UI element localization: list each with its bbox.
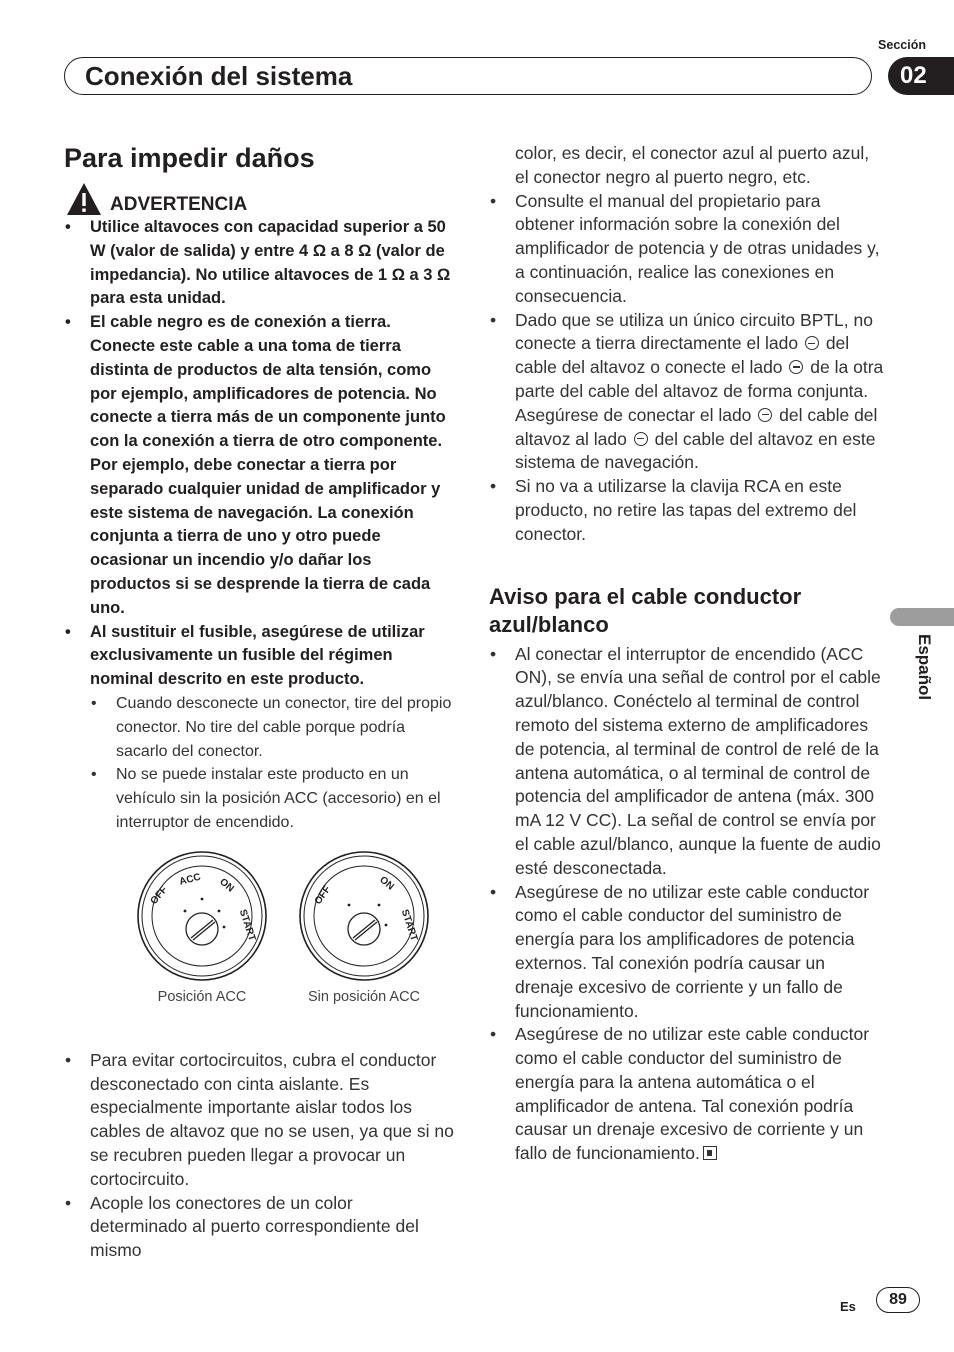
note-item: • Para evitar cortocircuitos, cubra el conductor desconectado con cinta aislante. Es especialmente importante aislar todos los cables de altavoz que no se usen, ya que si no se recubren pueden llegar a provocar un cortocircuito. (64, 1049, 454, 1192)
section-heading: Aviso para el cable conductor azul/blanco (489, 583, 802, 637)
page-heading: Para impedir daños (64, 143, 315, 173)
warning-item: • Utilice altavoces con capacidad superior a 50 W (valor de salida) y entre 4 Ω a 8 Ω (valor de impedancia). No utilice altavoces de 1 Ω a 3 Ω para esta unidad. (64, 216, 454, 311)
minus-terminal-icon (634, 432, 648, 446)
text-segment: del cable del altavoz o conecte el lado (515, 333, 850, 378)
chapter-title: Conexión del sistema (85, 61, 353, 91)
warning-item: • Al sustituir el fusible, asegúrese de utilizar exclusivamente un fusible del régimen nominal descrito en este producto. (64, 621, 454, 692)
warning-label: ADVERTENCIA (110, 194, 248, 215)
ignition-figures (64, 849, 454, 1039)
note-item: • Consulte el manual del propietario para obtener información sobre la conexión del amplificador de potencia y de otras unidades y, a continuación, realice las conexiones en consecuencia. (489, 190, 884, 309)
warning-list (64, 216, 454, 692)
ignition-switch-acc-icon (135, 849, 269, 983)
section-label: Sección (878, 38, 926, 52)
sub-item: • Cuando desconecte un conector, tire del propio conector. No tire del cable porque podría sacarlo del conector. (64, 692, 454, 763)
minus-terminal-icon (805, 336, 819, 350)
section-number-badge: 02 (888, 57, 954, 95)
label-acc: ACC (178, 871, 203, 888)
text-segment: de la otra parte del cable del altavoz de forma conjunta. Asegúrese de conectar el lado (515, 357, 884, 425)
note-item-bptl (489, 309, 884, 476)
text-segment: Dado que se utiliza un único circuito BPTL, no conecte a tierra directamente el lado (515, 309, 873, 354)
sub-item: • No se puede instalar este producto en un vehículo sin la posición ACC (accesorio) en el interruptor de encendido. (64, 763, 454, 834)
note-item-last (489, 1023, 884, 1166)
notes-list (64, 1049, 454, 1263)
note-item: • Acople los conectores de un color determinado al puerto correspondiente del mismo (64, 1192, 454, 1263)
figure-no-acc-position (284, 849, 444, 1005)
language-tab-bar (890, 608, 954, 626)
language-tab-label: Español (915, 634, 934, 701)
figure-caption: Sin posición ACC (307, 988, 421, 1005)
note-item: • Asegúrese de no utilizar este cable conductor como el cable conductor del suministro de energía para los amplificadores de potencia externos. Tal conexión podría causar un drenaje excesivo de corriente y un fallo de funcionamiento. (489, 881, 884, 1024)
blue-white-list (489, 643, 884, 1167)
label-on: ON (377, 874, 396, 893)
label-off: OFF (148, 884, 170, 907)
ignition-switch-no-acc-icon (297, 849, 431, 983)
minus-terminal-icon (758, 408, 772, 422)
footer-language: Es (840, 1299, 856, 1314)
end-mark-icon (703, 1146, 717, 1160)
label-start: START (398, 907, 420, 943)
caution-sub-list (64, 692, 454, 835)
figure-caption: Posición ACC (157, 988, 247, 1005)
notes-list-right (489, 190, 884, 547)
right-column (489, 142, 884, 1166)
figure-acc-position (122, 849, 282, 1005)
text-segment: del cable del altavoz en este sistema de navegación. (515, 428, 876, 473)
note-item: • Al conectar el interruptor de encendido (ACC ON), se envía una señal de control por el cable azul/blanco. Conéctelo al terminal de control remoto del sistema externo de amplificadores de potencia, al terminal de control de relé de la antena automática, o al terminal de control de potencia del amplificador de antena (máx. 300 mA 12 V CC). La señal de control se envía por el cable azul/blanco, aunque la fuente de audio esté desconectada. (489, 643, 884, 881)
chapter-header (64, 57, 872, 95)
label-start: START (236, 907, 258, 943)
minus-terminal-icon (789, 360, 803, 374)
text-segment: Asegúrese de no utilizar este cable conductor como el cable conductor del suministro de energía para la antena automática o el amplificador de antena. Tal conexión podría causar un drenaje excesivo de corriente y un fallo de funcionamiento. (515, 1024, 870, 1164)
left-column (64, 140, 454, 1263)
label-off: OFF (312, 883, 334, 907)
page-number: 89 (876, 1287, 920, 1313)
text-segment: del cable del altavoz al lado (515, 404, 878, 449)
label-on: ON (217, 876, 236, 895)
warning-item: • El cable negro es de conexión a tierra. Conecte este cable a una toma de tierra distinta de productos de alta tensión, como por ejemplo, amplificadores de potencia. No conecte a tierra más de un componente junto con la conexión a tierra de otro componente. Por ejemplo, debe conectar a tierra por separado cualquier unidad de amplificador y este sistema de navegación. La conexión conjunta a tierra de uno y otro puede ocasionar un incendio y/o dañar los productos si se desprende la tierra de cada uno. (64, 311, 454, 620)
warning-triangle-icon (66, 182, 102, 216)
continued-text: color, es decir, el conector azul al puerto azul, el conector negro al puerto negro, etc. (515, 143, 870, 187)
note-item: • Si no va a utilizarse la clavija RCA en este producto, no retire las tapas del extremo del conector. (489, 475, 884, 546)
language-side-tab (890, 608, 954, 758)
warning-header (66, 180, 454, 216)
